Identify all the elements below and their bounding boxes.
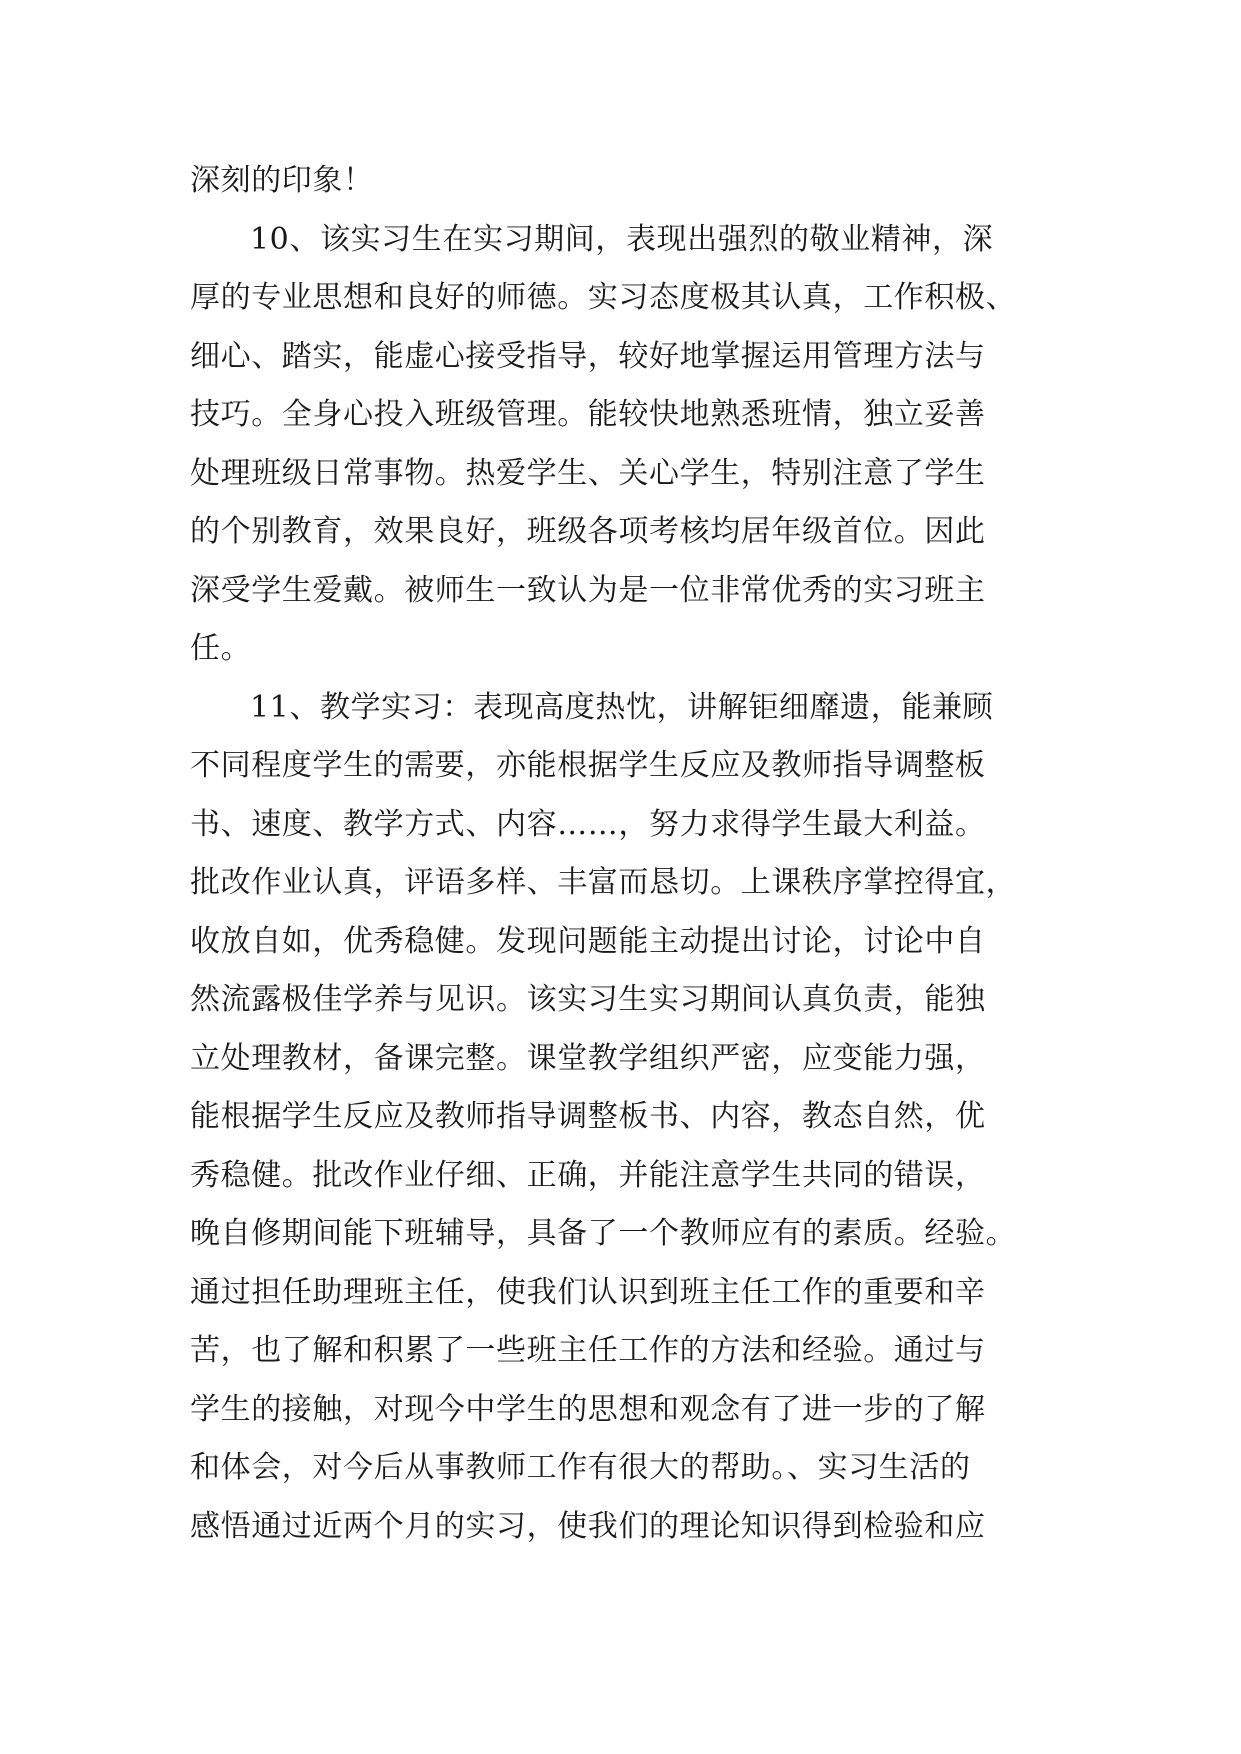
text-line: 学生的接触，对现今中学生的思想和观念有了进一步的了解 <box>190 1391 986 1427</box>
text-line: 技巧。全身心投入班级管理。能较快地熟悉班情，独立妥善 <box>190 397 986 432</box>
paragraph-11-first-line: 11、教学实习：表现高度热忱，讲解钜细靡遗，能兼顾 <box>250 689 994 725</box>
text-line: 苦，也了解和积累了一些班主任工作的方法和经验。通过与 <box>190 1333 986 1368</box>
text-line: 立处理教材，备课完整。课堂教学组织严密，应变能力强， <box>190 1040 986 1076</box>
text-line: 批改作业认真，评语多样、丰富而恳切。上课秩序掌控得宜， <box>190 865 1017 900</box>
text-line: 晚自修期间能下班辅导，具备了一个教师应有的素质。经验。 <box>190 1216 1017 1251</box>
text-line: 秀稳健。批改作业仔细、正确，并能注意学生共同的错误， <box>190 1157 986 1193</box>
text-line: 处理班级日常事物。热爱学生、关心学生，特别注意了学生 <box>190 455 986 491</box>
paragraph-10-first-line: 10、该实习生在实习期间，表现出强烈的敬业精神，深 <box>250 221 994 257</box>
body-text <box>190 152 1050 1556</box>
text-line: 细心、踏实，能虚心接受指导，较好地掌握运用管理方法与 <box>190 338 986 374</box>
text-line: 深刻的印象！ <box>190 163 374 198</box>
text-line: 能根据学生反应及教师指导调整板书、内容，教态自然，优 <box>190 1099 986 1134</box>
text-line: 然流露极佳学养与见识。该实习生实习期间认真负责，能独 <box>190 982 986 1017</box>
text-line: 收放自如，优秀稳健。发现问题能主动提出讨论，讨论中自 <box>190 923 986 959</box>
text-line: 任。 <box>190 631 252 666</box>
text-line: 书、速度、教学方式、内容……，努力求得学生最大利益。 <box>190 806 986 842</box>
text-line: 厚的专业思想和良好的师德。实习态度极其认真，工作积极、 <box>190 280 1017 315</box>
text-line: 的个别教育，效果良好，班级各项考核均居年级首位。因此 <box>190 514 986 549</box>
text-line: 深受学生爱戴。被师生一致认为是一位非常优秀的实习班主 <box>190 572 986 608</box>
text-line: 通过担任助理班主任，使我们认识到班主任工作的重要和辛 <box>190 1274 986 1310</box>
text-line: 感悟通过近两个月的实习，使我们的理论知识得到检验和应 <box>190 1508 986 1544</box>
text-line: 和体会，对今后从事教师工作有很大的帮助。、实习生活的 <box>190 1450 971 1485</box>
text-line: 不同程度学生的需要，亦能根据学生反应及教师指导调整板 <box>190 748 986 783</box>
